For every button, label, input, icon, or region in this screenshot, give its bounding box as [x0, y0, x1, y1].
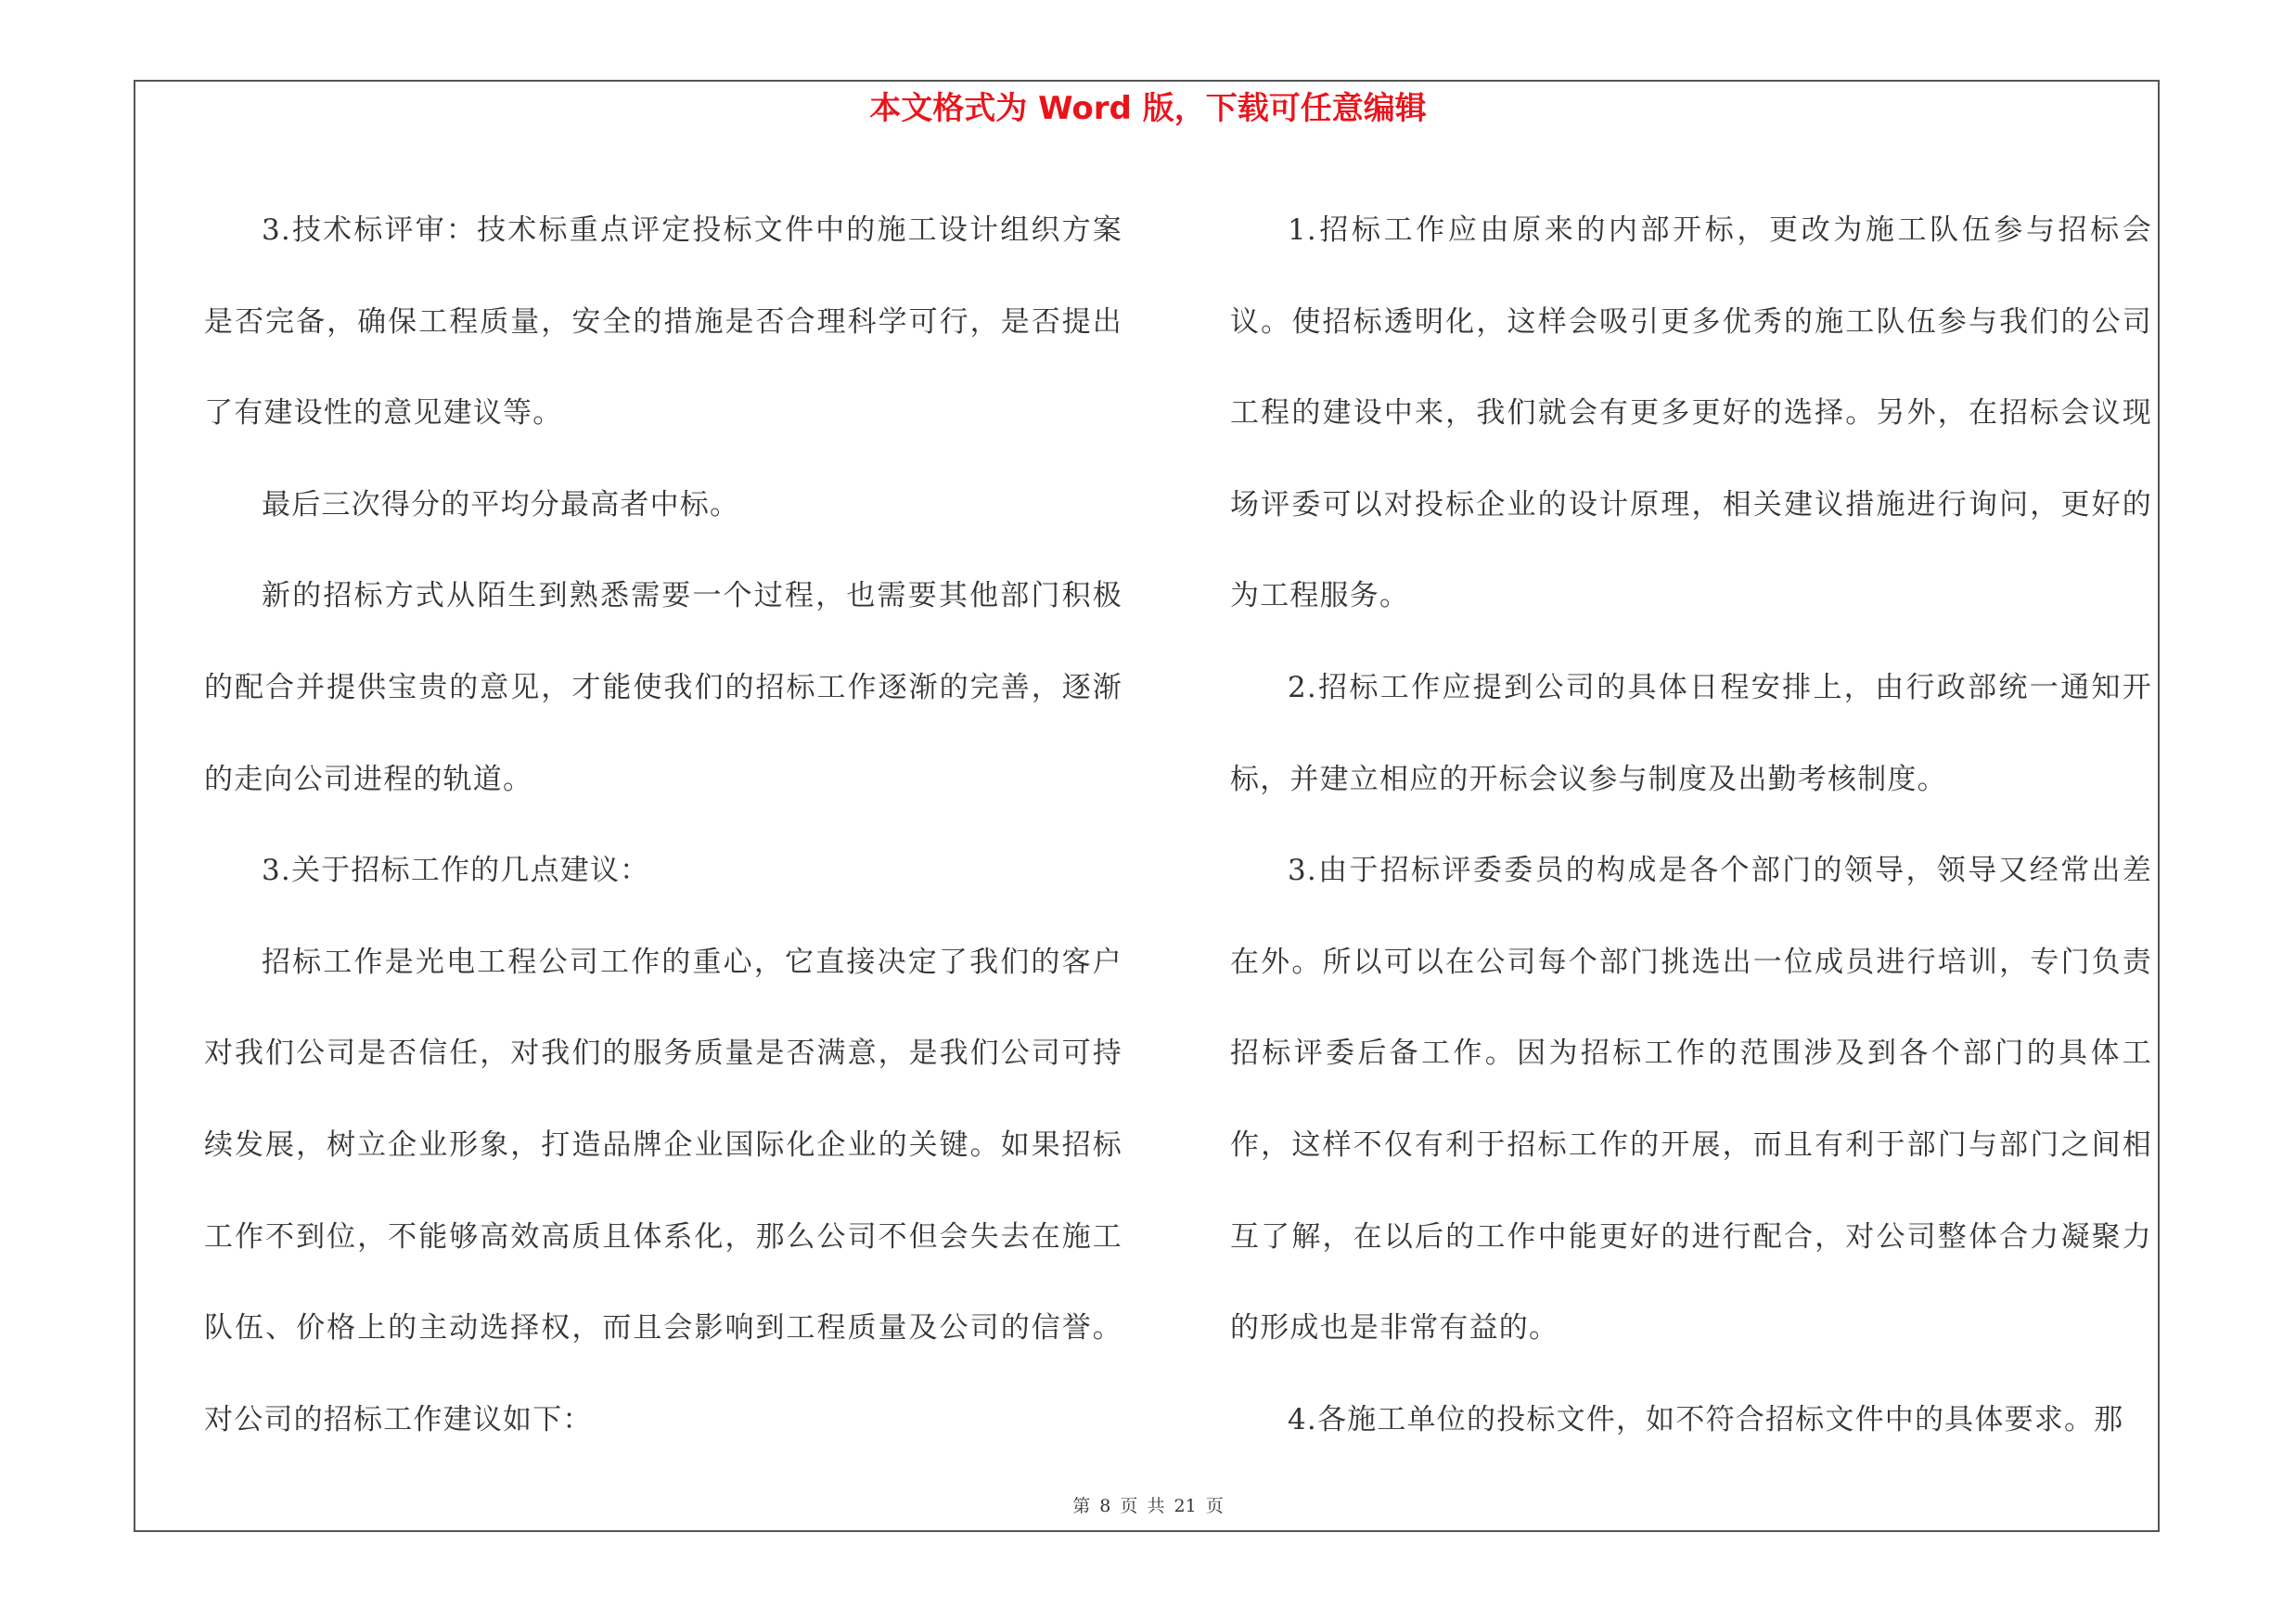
paragraph: 3.关于招标工作的几点建议： [262, 854, 650, 888]
left-column [204, 185, 1122, 1465]
word-format-banner: 本文格式为 Word 版，下载可任意编辑 [869, 90, 1427, 127]
page-number-footer: 第 8 页 共 21 页 [1072, 1496, 1224, 1516]
paragraph: 新的招标方式从陌生到熟悉需要一个过程，也需要其他部门积极的配合并提供宝贵的意见，才能使我们的招标工作逐渐的完善，逐渐的走向公司进程的轨道。 [204, 579, 1122, 796]
paragraph: 招标工作是光电工程公司工作的重心，它直接决定了我们的客户对我们公司是否信任，对我们的服务质量是否满意，是我们公司可持续发展，树立企业形象，打造品牌企业国际化企业的关键。如果招标工作不到位，不能够高效高质且体系化，那么公司不但会失去在施工队伍、价格上的主动选择权，而且会影响到工程质量及公司的信誉。对公司的招标工作建议如下： [204, 945, 1122, 1436]
paragraph: 3.技术标评审：技术标重点评定投标文件中的施工设计组织方案是否完备，确保工程质量，安全的措施是否合理科学可行，是否提出了有建设性的意见建议等。 [204, 213, 1122, 431]
paragraph: 4.各施工单位的投标文件，如不符合招标文件中的具体要求。那 [1288, 1402, 2124, 1436]
paragraph: 2.招标工作应提到公司的具体日程安排上，由行政部统一通知开标，并建立相应的开标会议参与制度及出勤考核制度。 [1230, 670, 2152, 796]
paragraph: 1.招标工作应由原来的内部开标，更改为施工队伍参与招标会议。使招标透明化，这样会吸引更多优秀的施工队伍参与我们的公司工程的建设中来，我们就会有更多更好的选择。另外，在招标会议现场评委可以对投标企业的设计原理，相关建议措施进行询问，更好的为工程服务。 [1230, 213, 2152, 613]
paragraph: 最后三次得分的平均分最高者中标。 [262, 487, 740, 522]
right-column [1230, 185, 2152, 1465]
paragraph: 3.由于招标评委委员的构成是各个部门的领导，领导又经常出差在外。所以可以在公司每个部门挑选出一位成员进行培训，专门负责招标评委后备工作。因为招标工作的范围涉及到各个部门的具体工作，这样不仅有利于招标工作的开展，而且有利于部门与部门之间相互了解，在以后的工作中能更好的进行配合，对公司整体合力凝聚力的形成也是非常有益的。 [1230, 854, 2152, 1346]
